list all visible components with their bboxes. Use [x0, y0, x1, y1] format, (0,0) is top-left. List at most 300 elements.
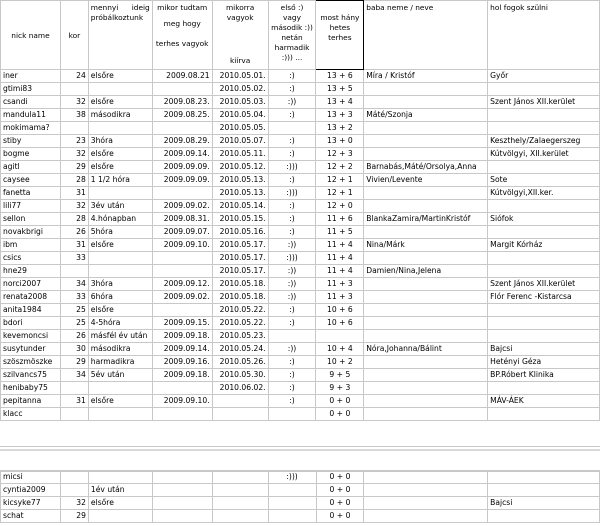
cell-mennyi[interactable]: elsőre: [88, 161, 152, 174]
cell-sex[interactable]: [268, 122, 316, 135]
cell-nick[interactable]: kicsyke77: [1, 497, 61, 510]
cell-hol[interactable]: [488, 484, 600, 497]
cell-mikor[interactable]: [152, 497, 212, 510]
cell-sex[interactable]: [268, 510, 316, 523]
cell-nick[interactable]: cyntia2009: [1, 484, 61, 497]
cell-mennyi[interactable]: másodikra: [88, 343, 152, 356]
cell-nick[interactable]: micsi: [1, 471, 61, 484]
cell-hol[interactable]: [488, 330, 600, 343]
cell-sex[interactable]: :): [268, 83, 316, 96]
header-kor[interactable]: kor: [60, 1, 88, 70]
cell-sex[interactable]: :): [268, 382, 316, 395]
table-row: [1, 343, 600, 356]
header-weeks[interactable]: [316, 1, 364, 70]
cell-mennyi[interactable]: elsőre: [88, 239, 152, 252]
cell-sex[interactable]: [268, 497, 316, 510]
cell-mikorra[interactable]: 2010.05.26.: [212, 356, 268, 369]
cell-sex[interactable]: :): [268, 109, 316, 122]
cell-weeks[interactable]: 0 + 0: [316, 484, 364, 497]
cell-mikor[interactable]: 2009.09.02.: [152, 200, 212, 213]
cell-mennyi[interactable]: elsőre: [88, 70, 152, 83]
cell-sex[interactable]: :)): [268, 96, 316, 109]
cell-mikorra[interactable]: [212, 408, 268, 421]
cell-mikor[interactable]: [152, 304, 212, 317]
cell-weeks[interactable]: 0 + 0: [316, 497, 364, 510]
cell-mikorra[interactable]: 2010.05.18.: [212, 278, 268, 291]
cell-sex[interactable]: :): [268, 148, 316, 161]
cell-baba[interactable]: [364, 471, 488, 484]
cell-sex[interactable]: :)): [268, 265, 316, 278]
cell-mikor[interactable]: 2009.08.23.: [152, 96, 212, 109]
cell-hol[interactable]: [488, 252, 600, 265]
cell-mennyi[interactable]: elsőre: [88, 148, 152, 161]
cell-kor[interactable]: 32: [60, 148, 88, 161]
cell-kor[interactable]: 34: [60, 278, 88, 291]
cell-hol[interactable]: [488, 226, 600, 239]
cell-mennyi[interactable]: elsőre: [88, 96, 152, 109]
cell-mennyi[interactable]: [88, 408, 152, 421]
cell-hol[interactable]: [488, 109, 600, 122]
cell-mikor[interactable]: 2009.09.15.: [152, 317, 212, 330]
cell-baba[interactable]: Nina/Márk: [364, 239, 488, 252]
cell-mikor[interactable]: [152, 471, 212, 484]
cell-sex[interactable]: :)): [268, 343, 316, 356]
cell-mennyi[interactable]: 3hóra: [88, 135, 152, 148]
sheet-separator: [0, 449, 600, 451]
cell-baba[interactable]: [364, 382, 488, 395]
cell-mennyi[interactable]: [88, 510, 152, 523]
cell-hol[interactable]: [488, 510, 600, 523]
cell-sex[interactable]: :)): [268, 278, 316, 291]
cell-mikor[interactable]: 2009.09.16.: [152, 356, 212, 369]
cell-kor[interactable]: 33: [60, 252, 88, 265]
cell-mennyi[interactable]: elsőre: [88, 304, 152, 317]
cell-kor[interactable]: 31: [60, 187, 88, 200]
cell-weeks[interactable]: 0 + 0: [316, 471, 364, 484]
cell-mikorra[interactable]: 2010.05.18.: [212, 291, 268, 304]
cell-mikor[interactable]: 2009.08.29.: [152, 135, 212, 148]
cell-nick[interactable]: hne29: [1, 265, 61, 278]
cell-mennyi[interactable]: 4-5hóra: [88, 317, 152, 330]
cell-mikor[interactable]: 2009.09.07.: [152, 226, 212, 239]
cell-weeks[interactable]: 12 + 0: [316, 200, 364, 213]
cell-nick[interactable]: mandula11: [1, 109, 61, 122]
cell-sex[interactable]: :))): [268, 471, 316, 484]
cell-baba[interactable]: [364, 122, 488, 135]
cell-mikorra[interactable]: 2010.05.01.: [212, 70, 268, 83]
cell-sex[interactable]: :): [268, 174, 316, 187]
cell-mikorra[interactable]: 2010.05.24.: [212, 343, 268, 356]
header-weeks-text: most hány hetes terhes: [320, 13, 360, 42]
cell-baba[interactable]: [364, 148, 488, 161]
cell-mikor[interactable]: [152, 484, 212, 497]
cell-weeks[interactable]: 9 + 3: [316, 382, 364, 395]
cell-mikor[interactable]: 2009.09.09.: [152, 161, 212, 174]
cell-baba[interactable]: [364, 408, 488, 421]
cell-kor[interactable]: 33: [60, 291, 88, 304]
cell-nick[interactable]: fanetta: [1, 187, 61, 200]
cell-mikorra[interactable]: 2010.05.14.: [212, 200, 268, 213]
cell-hol[interactable]: [488, 408, 600, 421]
cell-mennyi[interactable]: [88, 265, 152, 278]
cell-weeks[interactable]: 13 + 6: [316, 70, 364, 83]
cell-mikorra[interactable]: 2010.05.16.: [212, 226, 268, 239]
cell-kor[interactable]: 28: [60, 174, 88, 187]
cell-weeks[interactable]: 12 + 2: [316, 161, 364, 174]
cell-mikor[interactable]: 2009.09.14.: [152, 343, 212, 356]
cell-kor[interactable]: 31: [60, 239, 88, 252]
cell-mikorra[interactable]: 2010.05.22.: [212, 317, 268, 330]
cell-kor[interactable]: [60, 122, 88, 135]
cell-weeks[interactable]: 13 + 0: [316, 135, 364, 148]
cell-sex[interactable]: :)): [268, 239, 316, 252]
cell-baba[interactable]: [364, 83, 488, 96]
cell-baba[interactable]: Damien/Nina,Jelena: [364, 265, 488, 278]
cell-mikor[interactable]: [152, 408, 212, 421]
cell-nick[interactable]: bdori: [1, 317, 61, 330]
header-mikorra-line1: mikorra vagyok: [225, 3, 255, 22]
cell-mennyi[interactable]: [88, 252, 152, 265]
cell-sex[interactable]: :))): [268, 187, 316, 200]
cell-hol[interactable]: [488, 200, 600, 213]
cell-mennyi[interactable]: elsőre: [88, 395, 152, 408]
cell-hol[interactable]: [488, 304, 600, 317]
cell-mennyi[interactable]: 6hóra: [88, 291, 152, 304]
cell-mikor[interactable]: [152, 382, 212, 395]
cell-kor[interactable]: 29: [60, 510, 88, 523]
cell-nick[interactable]: novakbrigi: [1, 226, 61, 239]
cell-nick[interactable]: anita1984: [1, 304, 61, 317]
cell-nick[interactable]: sellon: [1, 213, 61, 226]
cell-mennyi[interactable]: 3hóra: [88, 278, 152, 291]
cell-hol[interactable]: [488, 471, 600, 484]
cell-mennyi[interactable]: 5hóra: [88, 226, 152, 239]
cell-mennyi[interactable]: [88, 122, 152, 135]
cell-weeks[interactable]: 12 + 1: [316, 187, 364, 200]
cell-weeks[interactable]: 10 + 6: [316, 317, 364, 330]
cell-mikor[interactable]: 2009.09.18.: [152, 330, 212, 343]
cell-mikor[interactable]: [152, 83, 212, 96]
cell-mikorra[interactable]: [212, 484, 268, 497]
cell-baba[interactable]: [364, 317, 488, 330]
cell-sex[interactable]: :))): [268, 161, 316, 174]
cell-mikor[interactable]: [152, 265, 212, 278]
cell-hol[interactable]: MÁV-ÁEK: [488, 395, 600, 408]
cell-nick[interactable]: mokimama?: [1, 122, 61, 135]
cell-kor[interactable]: 34: [60, 369, 88, 382]
cell-mikorra[interactable]: 2010.05.17.: [212, 239, 268, 252]
cell-sex[interactable]: :): [268, 226, 316, 239]
cell-hol[interactable]: Kútvölgyi, XII.kerület: [488, 148, 600, 161]
cell-kor[interactable]: 23: [60, 135, 88, 148]
cell-mennyi[interactable]: harmadikra: [88, 356, 152, 369]
cell-mennyi[interactable]: 1év után: [88, 484, 152, 497]
cell-mikorra[interactable]: 2010.05.11.: [212, 148, 268, 161]
cell-mikor[interactable]: 2009.08.25.: [152, 109, 212, 122]
cell-mikorra[interactable]: [212, 471, 268, 484]
cell-baba[interactable]: [364, 200, 488, 213]
cell-weeks[interactable]: 11 + 5: [316, 226, 364, 239]
cell-mikorra[interactable]: [212, 497, 268, 510]
cell-weeks[interactable]: 13 + 4: [316, 96, 364, 109]
header-sex[interactable]: első :) vagy második :)) netán harmadik :))) ...: [268, 1, 316, 70]
cell-mikor[interactable]: [152, 187, 212, 200]
cell-baba[interactable]: [364, 291, 488, 304]
cell-weeks[interactable]: 13 + 2: [316, 122, 364, 135]
cell-mennyi[interactable]: 5év után: [88, 369, 152, 382]
header-hol[interactable]: hol fogok szülni: [488, 1, 600, 70]
header-mennyi[interactable]: mennyi ideig próbálkoztunk: [88, 1, 152, 70]
cell-mikor[interactable]: 2009.09.14.: [152, 148, 212, 161]
cell-weeks[interactable]: [316, 330, 364, 343]
cell-baba[interactable]: [364, 356, 488, 369]
table-row: [1, 317, 600, 330]
cell-kor[interactable]: 24: [60, 70, 88, 83]
cell-mikorra[interactable]: 2010.05.13.: [212, 174, 268, 187]
cell-kor[interactable]: 32: [60, 200, 88, 213]
cell-nick[interactable]: szilvancs75: [1, 369, 61, 382]
cell-baba[interactable]: [364, 484, 488, 497]
cell-mikorra[interactable]: 2010.05.07.: [212, 135, 268, 148]
spreadsheet-bottom: [0, 470, 600, 523]
header-mikor-line3: terhes vagyok: [155, 39, 209, 48]
cell-weeks[interactable]: 13 + 3: [316, 109, 364, 122]
cell-sex[interactable]: :): [268, 304, 316, 317]
cell-mikor[interactable]: 2009.08.31.: [152, 213, 212, 226]
table-row: [1, 239, 600, 252]
cell-mikorra[interactable]: [212, 510, 268, 523]
cell-mikor[interactable]: 2009.09.12.: [152, 278, 212, 291]
cell-weeks[interactable]: 11 + 4: [316, 265, 364, 278]
cell-weeks[interactable]: 10 + 2: [316, 356, 364, 369]
cell-mikor[interactable]: 2009.08.21: [152, 70, 212, 83]
cell-hol[interactable]: Győr: [488, 70, 600, 83]
cell-baba[interactable]: [364, 252, 488, 265]
cell-hol[interactable]: [488, 83, 600, 96]
header-mikor[interactable]: [152, 1, 212, 70]
cell-weeks[interactable]: 10 + 4: [316, 343, 364, 356]
cell-weeks[interactable]: 0 + 0: [316, 510, 364, 523]
cell-kor[interactable]: 32: [60, 497, 88, 510]
cell-baba[interactable]: Barnabás,Máté/Orsolya,Anna: [364, 161, 488, 174]
cell-mikor[interactable]: [152, 122, 212, 135]
cell-hol[interactable]: [488, 382, 600, 395]
cell-hol[interactable]: Szent János XII.kerület: [488, 278, 600, 291]
cell-mennyi[interactable]: elsőre: [88, 497, 152, 510]
cell-baba[interactable]: [364, 135, 488, 148]
cell-mikor[interactable]: [152, 510, 212, 523]
cell-kor[interactable]: 29: [60, 356, 88, 369]
cell-mennyi[interactable]: 3év után: [88, 200, 152, 213]
cell-nick[interactable]: klacc: [1, 408, 61, 421]
cell-sex[interactable]: :): [268, 213, 316, 226]
cell-weeks[interactable]: 10 + 6: [316, 304, 364, 317]
cell-kor[interactable]: [60, 484, 88, 497]
cell-hol[interactable]: Hetényi Géza: [488, 356, 600, 369]
table-row: [1, 510, 600, 523]
cell-mennyi[interactable]: másodikra: [88, 109, 152, 122]
cell-mennyi[interactable]: [88, 471, 152, 484]
cell-hol[interactable]: Siófok: [488, 213, 600, 226]
cell-baba[interactable]: Vivien/Levente: [364, 174, 488, 187]
cell-nick[interactable]: iner: [1, 70, 61, 83]
cell-nick[interactable]: ibm: [1, 239, 61, 252]
cell-hol[interactable]: BP.Róbert Klinika: [488, 369, 600, 382]
cell-mennyi[interactable]: [88, 187, 152, 200]
cell-mikorra[interactable]: 2010.06.02.: [212, 382, 268, 395]
cell-mennyi[interactable]: másfél év után: [88, 330, 152, 343]
cell-kor[interactable]: 30: [60, 343, 88, 356]
cell-kor[interactable]: [60, 265, 88, 278]
cell-nick[interactable]: caysee: [1, 174, 61, 187]
cell-hol[interactable]: Keszthely/Zalaegerszeg: [488, 135, 600, 148]
cell-nick[interactable]: pepitanna: [1, 395, 61, 408]
cell-nick[interactable]: renata2008: [1, 291, 61, 304]
cell-mikorra[interactable]: 2010.05.30.: [212, 369, 268, 382]
cell-kor[interactable]: [60, 83, 88, 96]
cell-weeks[interactable]: 11 + 4: [316, 252, 364, 265]
cell-kor[interactable]: 25: [60, 317, 88, 330]
cell-sex[interactable]: [268, 330, 316, 343]
cell-weeks[interactable]: 12 + 1: [316, 174, 364, 187]
cell-nick[interactable]: csics: [1, 252, 61, 265]
cell-mikor[interactable]: 2009.09.02.: [152, 291, 212, 304]
cell-mikorra[interactable]: 2010.05.15.: [212, 213, 268, 226]
cell-mikor[interactable]: 2009.09.09.: [152, 174, 212, 187]
cell-baba[interactable]: [364, 187, 488, 200]
table-row: [1, 497, 600, 510]
cell-nick[interactable]: henibaby75: [1, 382, 61, 395]
cell-baba[interactable]: Máté/Szonja: [364, 109, 488, 122]
cell-kor[interactable]: 32: [60, 96, 88, 109]
cell-weeks[interactable]: 13 + 5: [316, 83, 364, 96]
cell-mikorra[interactable]: 2010.05.03.: [212, 96, 268, 109]
cell-weeks[interactable]: 11 + 3: [316, 278, 364, 291]
cell-nick[interactable]: lili77: [1, 200, 61, 213]
cell-kor[interactable]: [60, 408, 88, 421]
header-nick[interactable]: nick name: [1, 1, 61, 70]
cell-hol[interactable]: Flór Ferenc -Kistarcsa: [488, 291, 600, 304]
cell-weeks[interactable]: 9 + 5: [316, 369, 364, 382]
cell-sex[interactable]: :))): [268, 252, 316, 265]
cell-sex[interactable]: :): [268, 135, 316, 148]
cell-baba[interactable]: [364, 510, 488, 523]
cell-mikorra[interactable]: 2010.05.22.: [212, 304, 268, 317]
cell-hol[interactable]: Szent János XII.kerület: [488, 96, 600, 109]
cell-nick[interactable]: kevemoncsi: [1, 330, 61, 343]
cell-mikor[interactable]: 2009.09.10.: [152, 239, 212, 252]
cell-baba[interactable]: Míra / Kristóf: [364, 70, 488, 83]
cell-kor[interactable]: 28: [60, 213, 88, 226]
cell-sex[interactable]: :): [268, 395, 316, 408]
header-mikorra[interactable]: [212, 1, 268, 70]
cell-kor[interactable]: 26: [60, 330, 88, 343]
cell-weeks[interactable]: 0 + 0: [316, 408, 364, 421]
cell-hol[interactable]: Bajcsi: [488, 497, 600, 510]
cell-kor[interactable]: [60, 471, 88, 484]
cell-nick[interactable]: susytunder: [1, 343, 61, 356]
cell-sex[interactable]: :): [268, 200, 316, 213]
cell-baba[interactable]: Nóra,Johanna/Bálint: [364, 343, 488, 356]
cell-baba[interactable]: [364, 330, 488, 343]
cell-nick[interactable]: bogme: [1, 148, 61, 161]
cell-nick[interactable]: gtimi83: [1, 83, 61, 96]
cell-hol[interactable]: [488, 122, 600, 135]
cell-mennyi[interactable]: [88, 83, 152, 96]
cell-kor[interactable]: 38: [60, 109, 88, 122]
cell-nick[interactable]: schat: [1, 510, 61, 523]
cell-hol[interactable]: [488, 317, 600, 330]
cell-sex[interactable]: :): [268, 369, 316, 382]
cell-kor[interactable]: [60, 382, 88, 395]
cell-baba[interactable]: [364, 304, 488, 317]
cell-baba[interactable]: [364, 395, 488, 408]
cell-baba[interactable]: [364, 497, 488, 510]
cell-sex[interactable]: :)): [268, 291, 316, 304]
cell-mikorra[interactable]: 2010.05.05.: [212, 122, 268, 135]
cell-mikorra[interactable]: 2010.05.17.: [212, 265, 268, 278]
table-row: [1, 148, 600, 161]
cell-mikorra[interactable]: 2010.05.23.: [212, 330, 268, 343]
cell-weeks[interactable]: 11 + 4: [316, 239, 364, 252]
cell-nick[interactable]: stiby: [1, 135, 61, 148]
cell-kor[interactable]: 29: [60, 161, 88, 174]
cell-mennyi[interactable]: 4.hónapban: [88, 213, 152, 226]
header-baba[interactable]: baba neme / neve: [364, 1, 488, 70]
cell-baba[interactable]: [364, 96, 488, 109]
cell-baba[interactable]: [364, 369, 488, 382]
cell-mikorra[interactable]: 2010.05.13.: [212, 187, 268, 200]
cell-nick[interactable]: agitl: [1, 161, 61, 174]
cell-baba[interactable]: [364, 278, 488, 291]
cell-kor[interactable]: 31: [60, 395, 88, 408]
cell-mikor[interactable]: 2009.09.10.: [152, 395, 212, 408]
cell-mikor[interactable]: [152, 252, 212, 265]
cell-kor[interactable]: 26: [60, 226, 88, 239]
cell-baba[interactable]: [364, 226, 488, 239]
cell-baba[interactable]: BlankaZamira/MartinKristóf: [364, 213, 488, 226]
cell-weeks[interactable]: 12 + 3: [316, 148, 364, 161]
cell-mikorra[interactable]: 2010.05.12.: [212, 161, 268, 174]
cell-mikorra[interactable]: [212, 395, 268, 408]
cell-sex[interactable]: [268, 408, 316, 421]
table-row: [1, 213, 600, 226]
cell-hol[interactable]: Kútvölgyi,XII.ker.: [488, 187, 600, 200]
cell-weeks[interactable]: 0 + 0: [316, 395, 364, 408]
cell-hol[interactable]: [488, 265, 600, 278]
cell-sex[interactable]: [268, 484, 316, 497]
cell-mennyi[interactable]: [88, 382, 152, 395]
cell-nick[interactable]: szöszmöszke: [1, 356, 61, 369]
cell-nick[interactable]: csandi: [1, 96, 61, 109]
cell-mikorra[interactable]: 2010.05.04.: [212, 109, 268, 122]
cell-sex[interactable]: :): [268, 356, 316, 369]
cell-sex[interactable]: :): [268, 317, 316, 330]
cell-sex[interactable]: :): [268, 70, 316, 83]
cell-hol[interactable]: Sote: [488, 174, 600, 187]
cell-hol[interactable]: [488, 161, 600, 174]
cell-mikor[interactable]: 2009.09.18.: [152, 369, 212, 382]
cell-weeks[interactable]: 11 + 6: [316, 213, 364, 226]
cell-hol[interactable]: Margit Kórház: [488, 239, 600, 252]
cell-mikorra[interactable]: 2010.05.17.: [212, 252, 268, 265]
cell-mikorra[interactable]: 2010.05.02.: [212, 83, 268, 96]
cell-hol[interactable]: Bajcsi: [488, 343, 600, 356]
cell-kor[interactable]: 25: [60, 304, 88, 317]
cell-mennyi[interactable]: 1 1/2 hóra: [88, 174, 152, 187]
cell-nick[interactable]: norci2007: [1, 278, 61, 291]
cell-weeks[interactable]: 11 + 3: [316, 291, 364, 304]
